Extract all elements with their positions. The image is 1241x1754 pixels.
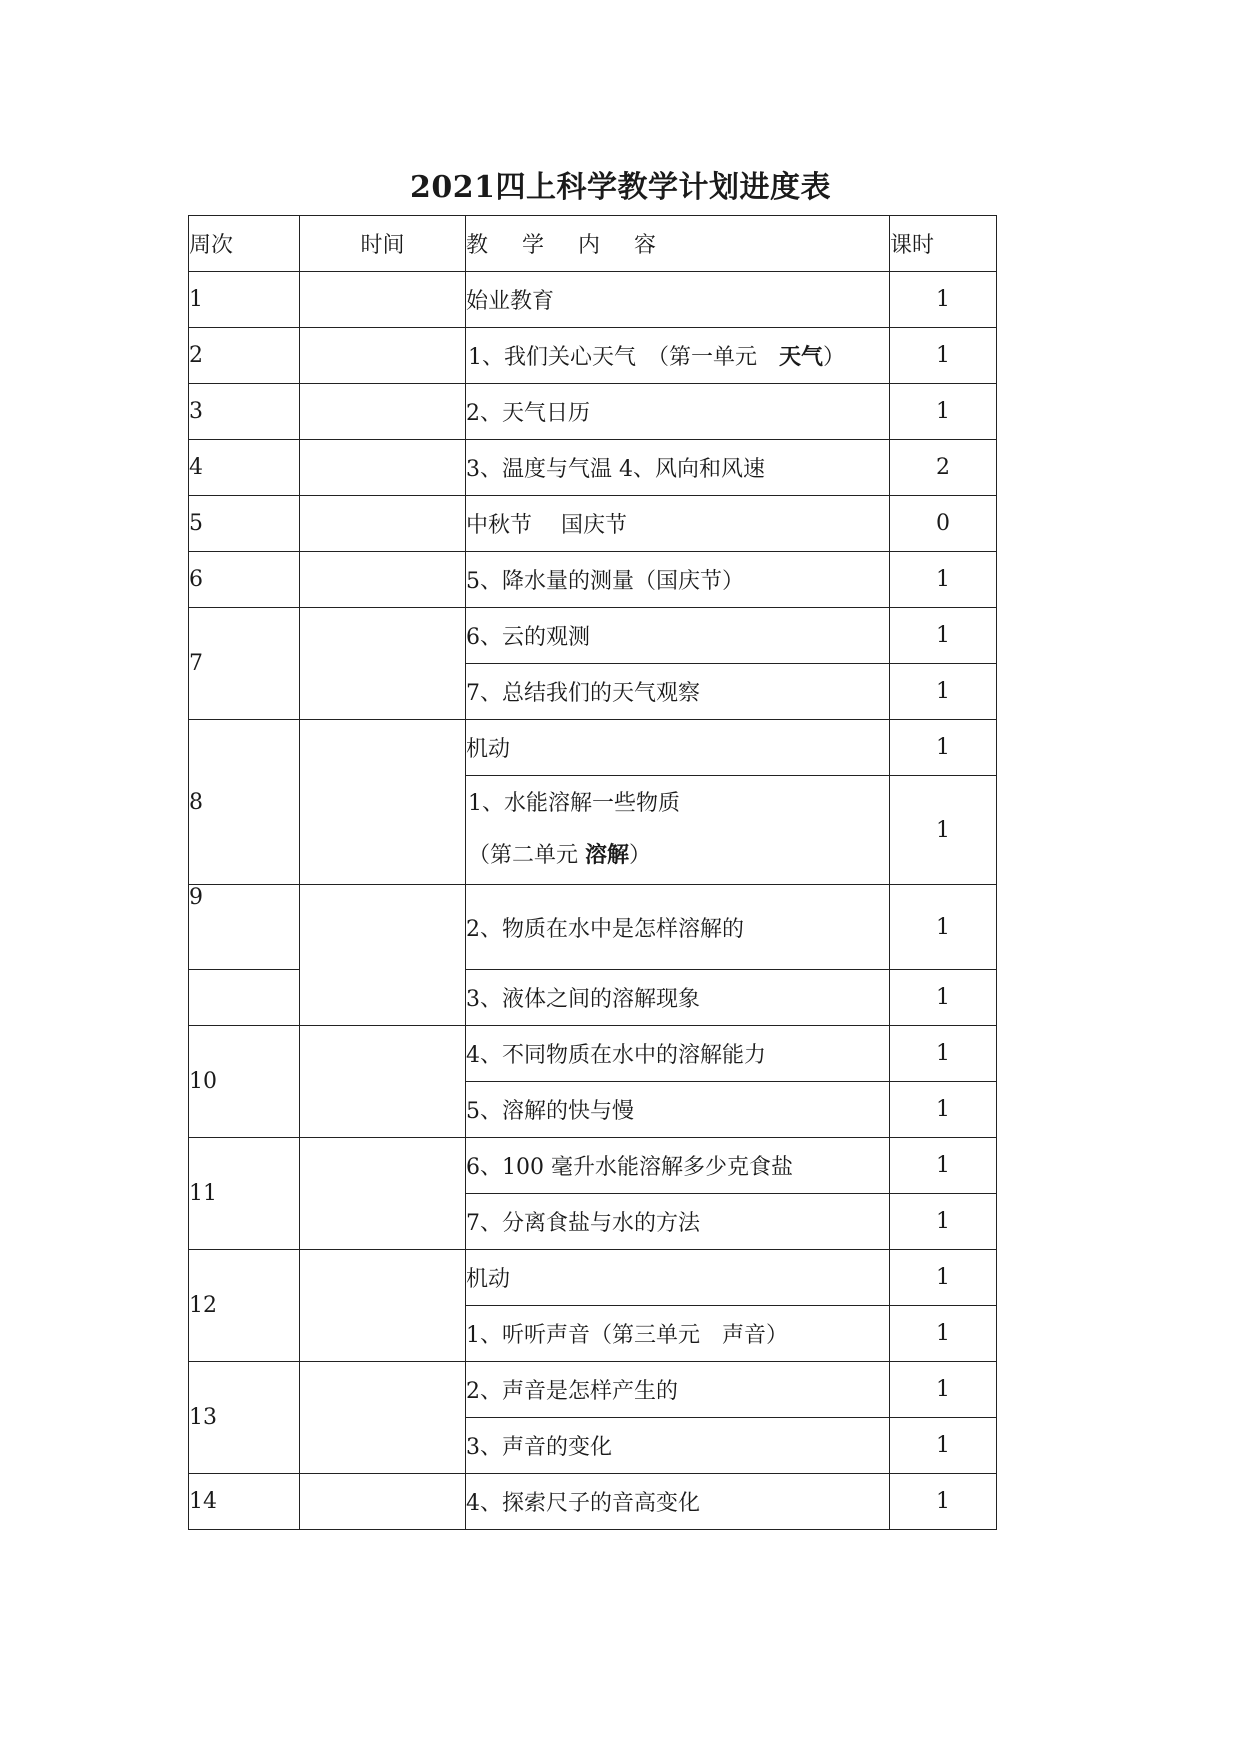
time-cell [300,1362,466,1474]
time-cell [300,608,466,720]
time-cell [300,272,466,328]
week-cell: 13 [189,1362,300,1474]
table-row [189,272,997,328]
table-row [189,1138,997,1194]
content-cell: 7、分离食盐与水的方法 [466,1194,890,1250]
hours-cell: 1 [890,885,997,970]
table-row [189,440,997,496]
content-cell: 2、天气日历 [466,384,890,440]
content-cell: 3、温度与气温 4、风向和风速 [466,440,890,496]
week-cell: 11 [189,1138,300,1250]
hours-cell: 1 [890,720,997,776]
time-cell [300,1138,466,1250]
time-cell [300,1250,466,1362]
hours-cell: 1 [890,1138,997,1194]
time-cell [300,384,466,440]
week-cell: 4 [189,440,300,496]
hours-cell: 1 [890,664,997,720]
week-cell: 7 [189,608,300,720]
table-row [189,496,997,552]
week-cell [189,970,300,1026]
hours-cell: 1 [890,1306,997,1362]
week-cell: 14 [189,1474,300,1530]
content-cell: 1、听听声音（第三单元 声音） [466,1306,890,1362]
table-row [189,1250,997,1306]
content-cell: 1、水能溶解一些物质 （第二单元 溶解） [466,776,890,885]
content-cell: 始业教育 [466,272,890,328]
hours-cell: 1 [890,776,997,885]
week-cell: 6 [189,552,300,608]
week-cell: 5 [189,496,300,552]
content-cell: 5、溶解的快与慢 [466,1082,890,1138]
hours-cell: 1 [890,328,997,384]
table-row [189,328,997,384]
week-cell: 8 [189,720,300,885]
content-cell: 7、总结我们的天气观察 [466,664,890,720]
content-cell: 2、物质在水中是怎样溶解的 [466,885,890,970]
table-row [189,1474,997,1530]
hours-cell: 1 [890,1194,997,1250]
time-cell [300,1474,466,1530]
week-cell: 10 [189,1026,300,1138]
week-cell: 1 [189,272,300,328]
hours-cell: 1 [890,384,997,440]
hours-cell: 2 [890,440,997,496]
content-cell: 中秋节 国庆节 [466,496,890,552]
header-hours: 课时 [890,216,997,272]
time-cell [300,720,466,885]
header-content: 教 学 内 容 [466,216,890,272]
time-cell [300,496,466,552]
week-cell: 9 [189,885,300,970]
content-cell: 4、不同物质在水中的溶解能力 [466,1026,890,1082]
content-cell: 机动 [466,720,890,776]
content-cell: 2、声音是怎样产生的 [466,1362,890,1418]
table-row [189,384,997,440]
time-cell [300,885,466,1026]
hours-cell: 1 [890,552,997,608]
table-row [189,552,997,608]
content-cell: 机动 [466,1250,890,1306]
table-row [189,720,997,776]
content-cell: 3、声音的变化 [466,1418,890,1474]
week-cell: 3 [189,384,300,440]
hours-cell: 1 [890,1250,997,1306]
time-cell [300,328,466,384]
week-cell: 12 [189,1250,300,1362]
hours-cell: 1 [890,1082,997,1138]
hours-cell: 0 [890,496,997,552]
week-cell: 2 [189,328,300,384]
header-week: 周次 [189,216,300,272]
header-time: 时间 [300,216,466,272]
content-cell: 6、云的观测 [466,608,890,664]
table-row [189,885,997,970]
table-row [189,1026,997,1082]
content-cell: 6、100 毫升水能溶解多少克食盐 [466,1138,890,1194]
hours-cell: 1 [890,1474,997,1530]
table-row [189,1362,997,1418]
document-title: 2021四上科学教学计划进度表 [410,170,831,205]
hours-cell: 1 [890,1362,997,1418]
header-row [189,216,997,272]
hours-cell: 1 [890,970,997,1026]
content-cell: 3、液体之间的溶解现象 [466,970,890,1026]
time-cell [300,1026,466,1138]
time-cell [300,440,466,496]
hours-cell: 1 [890,272,997,328]
time-cell [300,552,466,608]
hours-cell: 1 [890,1026,997,1082]
content-cell: 1、我们关心天气 （第一单元 天气） [466,328,890,384]
schedule-table [188,215,997,1530]
content-cell: 5、降水量的测量（国庆节） [466,552,890,608]
table-row [189,608,997,664]
content-cell: 4、探索尺子的音高变化 [466,1474,890,1530]
hours-cell: 1 [890,1418,997,1474]
hours-cell: 1 [890,608,997,664]
